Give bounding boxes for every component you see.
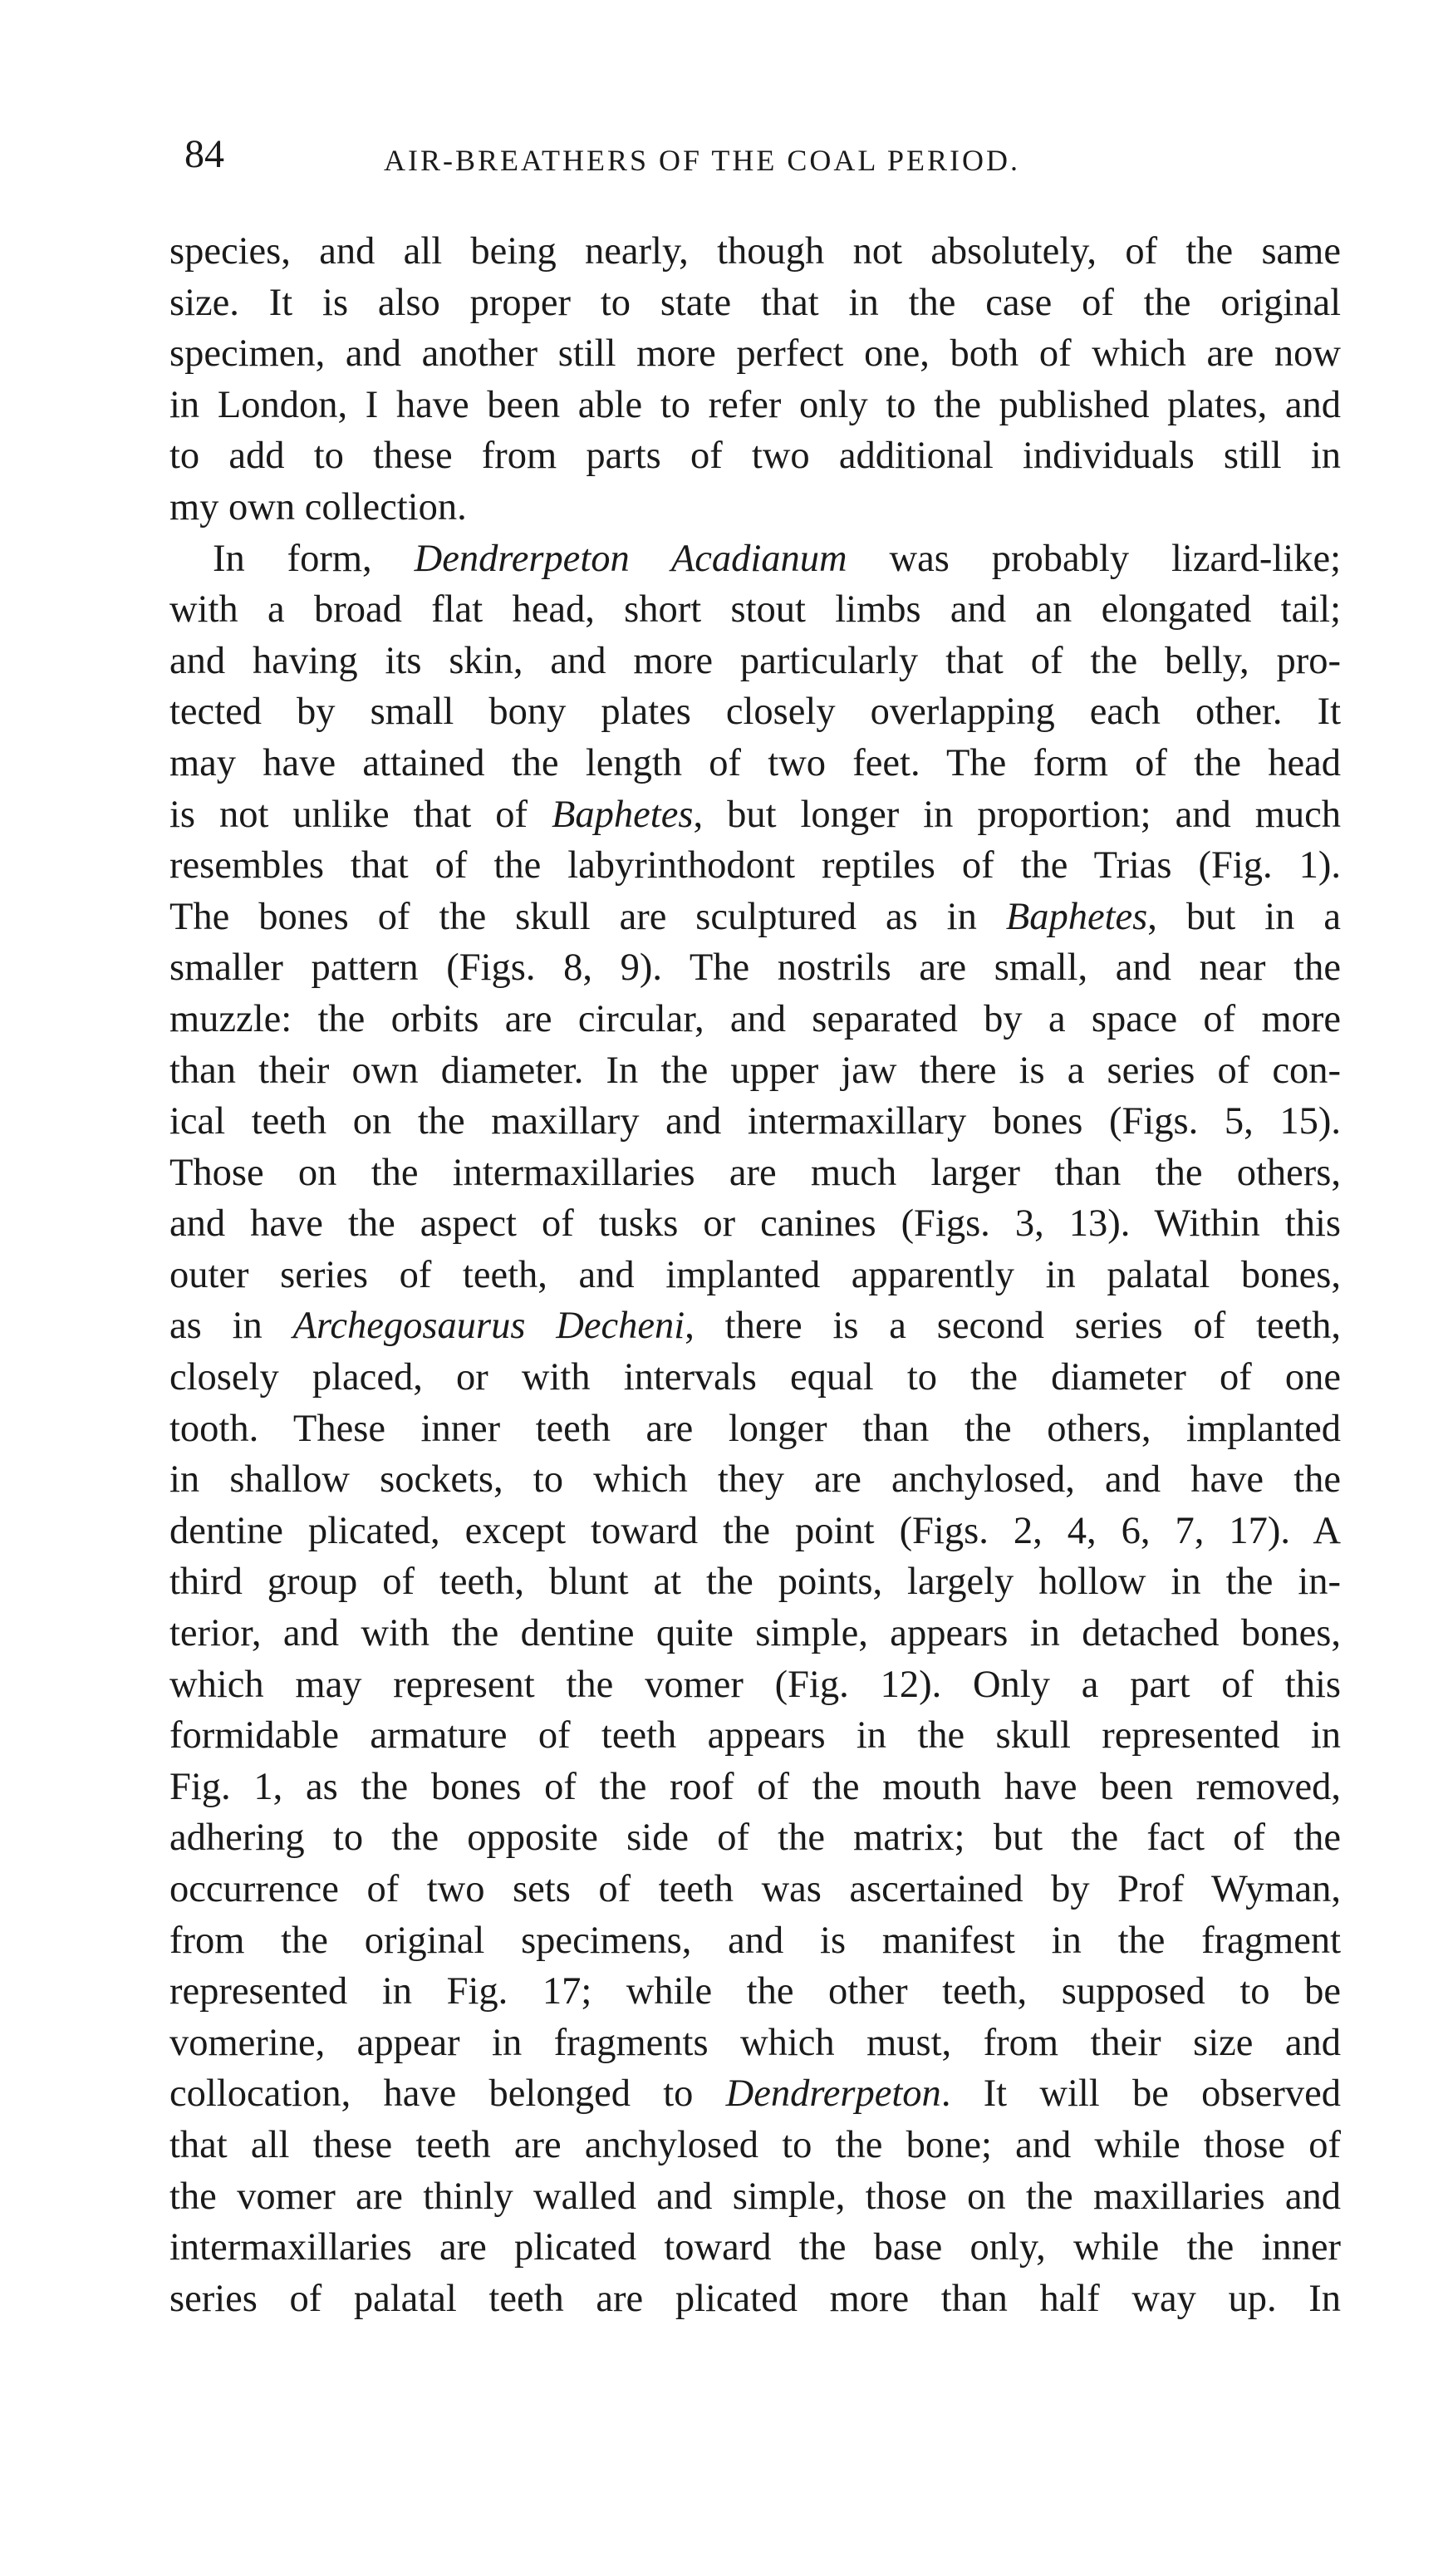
text-line — [169, 533, 1341, 585]
text-line: specimen, and another still more perfect one, both of which are now — [169, 332, 1341, 376]
text-line-content: The bones of the skull are sculptured as in Baphetes, but in a — [169, 895, 1341, 938]
running-head — [169, 125, 1341, 191]
text-line: formidable armature of teeth appears in the skull represented in — [169, 1714, 1341, 1757]
text-line: with a broad flat head, short stout limbs and an elongated tail; — [169, 588, 1341, 632]
text-line: the vomer are thinly walled and simple, those on the maxillaries and — [169, 2175, 1341, 2218]
text-line-content: In form, Dendrerpeton Acadianum was probably lizard-like; — [213, 537, 1341, 580]
text-line: outer series of teeth, and implanted apparently in palatal bones, — [169, 1253, 1341, 1296]
text-line: third group of teeth, blunt at the points, largely hollow in the in- — [169, 1561, 1341, 1604]
text-line: in shallow sockets, to which they are anchylosed, and have the — [169, 1458, 1341, 1502]
text-line: occurrence of two sets of teeth was ascertained by Prof Wyman, — [169, 1868, 1341, 1910]
text-line: than their own diameter. In the upper jaw there is a series of con- — [169, 1049, 1341, 1092]
text-line: terior, and with the dentine quite simple, appears in detached bones, — [169, 1612, 1341, 1655]
text-line — [169, 789, 1341, 841]
running-title: AIR-BREATHERS OF THE COAL PERIOD. — [384, 144, 1021, 177]
text-line: dentine plicated, except toward the point (Figs. 2, 4, 6, 7, 17). A — [169, 1509, 1341, 1552]
text-line: which may represent the vomer (Fig. 12). Only a part of this — [169, 1663, 1341, 1706]
page-number: 84 — [184, 132, 224, 176]
text-line: Fig. 1, as the bones of the roof of the mouth have been removed, — [169, 1765, 1341, 1808]
text-line: intermaxillaries are plicated toward the base only, while the inner — [169, 2226, 1341, 2269]
paragraph-1 — [169, 226, 1341, 533]
text-line: closely placed, or with intervals equal to the diameter of one — [169, 1356, 1341, 1399]
text-line-content: is not unlike that of Baphetes, but longer in proportion; and much — [169, 793, 1341, 836]
text-line: may have attained the length of two feet. The form of the head — [169, 741, 1341, 784]
paragraph-2 — [169, 533, 1341, 2325]
text-line: from the original specimens, and is manifest in the fragment — [169, 1919, 1341, 1962]
text-line: represented in Fig. 17; while the other teeth, supposed to be — [169, 1970, 1341, 2013]
text-line — [169, 1300, 1341, 1352]
text-line: series of palatal teeth are plicated more than half way up. In — [169, 2277, 1341, 2320]
text-line: tected by small bony plates closely overlapping each other. It — [169, 691, 1341, 734]
text-line-content: collocation, have belonged to Dendrerpeton. It will be observed — [169, 2072, 1341, 2116]
text-line: species, and all being nearly, though not absolutely, of the same — [169, 230, 1341, 273]
text-line: vomerine, appear in fragments which must, from their size and — [169, 2021, 1341, 2064]
text-line: in London, I have been able to refer only to the published plates, and — [169, 383, 1341, 426]
text-line: and having its skin, and more particularly that of the belly, pro- — [169, 639, 1341, 682]
text-line: tooth. These inner teeth are longer than the others, implanted — [169, 1407, 1341, 1450]
text-line: that all these teeth are anchylosed to the bone; and while those of — [169, 2123, 1341, 2166]
body-text — [169, 226, 1341, 2324]
text-line: resembles that of the labyrinthodont reptiles of the Trias (Fig. 1). — [169, 844, 1341, 887]
text-line-content: as in Archegosaurus Decheni, there is a second series of teeth, — [169, 1305, 1341, 1348]
text-line: Those on the intermaxillaries are much larger than the others, — [169, 1151, 1341, 1194]
text-line: muzzle: the orbits are circular, and separated by a space of more — [169, 997, 1341, 1040]
text-line: and have the aspect of tusks or canines (Figs. 3, 13). Within this — [169, 1202, 1341, 1246]
text-line — [169, 2068, 1341, 2120]
text-line: ical teeth on the maxillary and intermaxillary bones (Figs. 5, 15). — [169, 1100, 1341, 1143]
text-line: my own collection. — [169, 485, 467, 528]
text-line: size. It is also proper to state that in the case of the original — [169, 281, 1341, 324]
text-line: adhering to the opposite side of the matrix; but the fact of the — [169, 1816, 1341, 1860]
text-line: to add to these from parts of two additional individuals still in — [169, 435, 1341, 478]
text-line: smaller pattern (Figs. 8, 9). The nostrils are small, and near the — [169, 946, 1341, 990]
text-line — [169, 892, 1341, 943]
book-page — [169, 125, 1341, 2324]
